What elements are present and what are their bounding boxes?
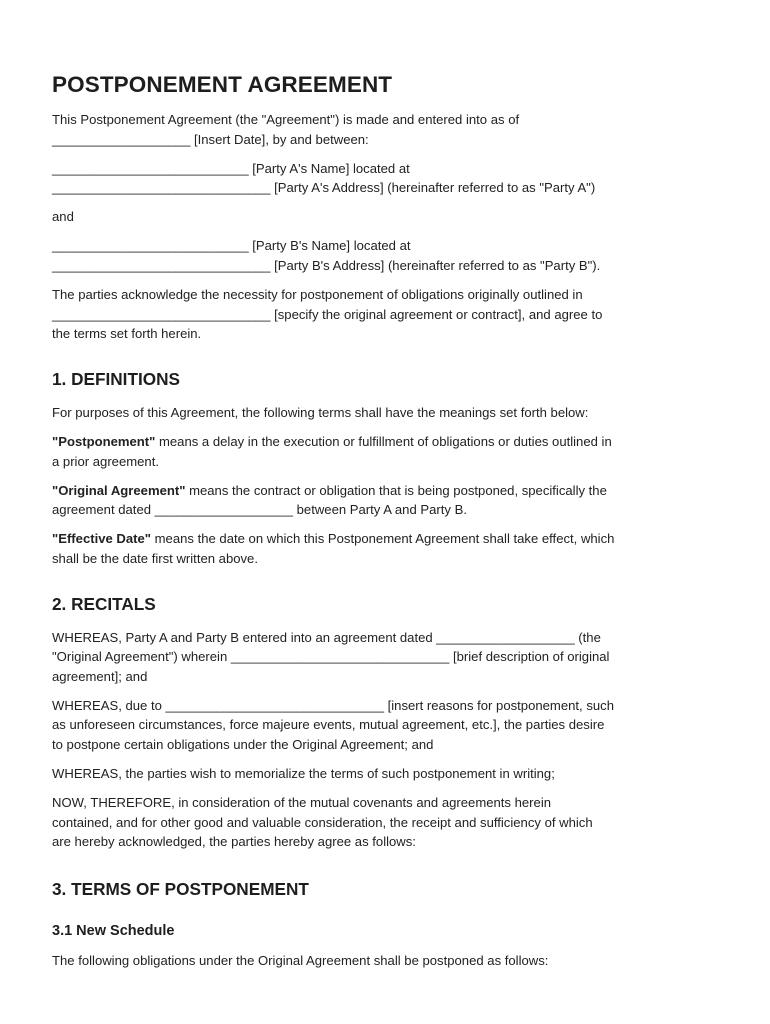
party-a-paragraph bbox=[52, 159, 724, 198]
new-schedule-intro: The following obligations under the Original Agreement shall be postponed as follows: bbox=[52, 953, 549, 969]
whereas-2 bbox=[52, 696, 724, 755]
acknowledge-line-2: ______________________________ [specify the original agreement or contract], and agree to bbox=[52, 306, 603, 322]
definition-text-original-agreement-line-1: means the contract or obligation that is being postponed, specifically the bbox=[185, 482, 607, 498]
whereas-1-line-2: "Original Agreement") wherein ______________________________ [brief description of original bbox=[52, 649, 610, 665]
definition-text-postponement-line-1: means a delay in the execution or fulfillment of obligations or duties outlined in bbox=[155, 434, 612, 450]
definition-text-postponement-line-2: a prior agreement. bbox=[52, 453, 159, 469]
definitions-intro: For purposes of this Agreement, the following terms shall have the meanings set forth below: bbox=[52, 404, 589, 420]
definitions-section bbox=[52, 369, 724, 569]
document-title: POSTPONEMENT AGREEMENT bbox=[52, 72, 393, 97]
whereas-1-line-3: agreement]; and bbox=[52, 668, 148, 684]
acknowledge-line-1: The parties acknowledge the necessity for postponement of obligations originally outlined in bbox=[52, 287, 583, 303]
whereas-1 bbox=[52, 628, 724, 687]
definition-effective-date bbox=[52, 529, 724, 568]
definition-original-agreement bbox=[52, 481, 724, 520]
intro-paragraph bbox=[52, 110, 724, 149]
now-therefore-line-2: contained, and for other good and valuable consideration, the receipt and sufficiency of which bbox=[52, 814, 593, 830]
recitals-heading: 2. RECITALS bbox=[52, 593, 156, 614]
whereas-1-line-1: WHEREAS, Party A and Party B entered into an agreement dated ___________________ (the bbox=[52, 629, 601, 645]
party-a-line-1: ___________________________ [Party A's Name] located at bbox=[52, 160, 410, 176]
definition-postponement bbox=[52, 432, 724, 471]
definition-text-effective-date-line-1: means the date on which this Postponement Agreement shall take effect, which bbox=[151, 531, 615, 547]
whereas-2-line-3: to postpone certain obligations under the Original Agreement; and bbox=[52, 737, 434, 753]
intro-line-1: This Postponement Agreement (the "Agreement") is made and entered into as of bbox=[52, 112, 520, 127]
definition-term-postponement: "Postponement" bbox=[52, 434, 156, 450]
new-schedule-heading: 3.1 New Schedule bbox=[52, 923, 175, 940]
whereas-2-line-1: WHEREAS, due to ______________________________ [insert reasons for postponement, such bbox=[52, 697, 614, 713]
and-text: and bbox=[52, 209, 74, 225]
party-b-line-2: ______________________________ [Party B's Address] (hereinafter referred to as "Party B"). bbox=[52, 258, 601, 274]
terms-section bbox=[52, 879, 724, 971]
party-b-line-1: ___________________________ [Party B's Name] located at bbox=[52, 238, 411, 254]
definitions-heading: 1. DEFINITIONS bbox=[52, 368, 180, 389]
new-schedule-subsection bbox=[52, 923, 724, 971]
intro-line-2: ___________________ [Insert Date], by and between: bbox=[52, 131, 369, 147]
terms-heading: 3. TERMS OF POSTPONEMENT bbox=[52, 879, 309, 900]
whereas-3: WHEREAS, the parties wish to memorialize the terms of such postponement in writing; bbox=[52, 766, 555, 782]
party-a-line-2: ______________________________ [Party A's Address] (hereinafter referred to as "Party A") bbox=[52, 180, 596, 196]
party-b-paragraph bbox=[52, 236, 724, 275]
definition-text-original-agreement-line-2: agreement dated ___________________ between Party A and Party B. bbox=[52, 502, 467, 518]
definition-text-effective-date-line-2: shall be the date first written above. bbox=[52, 551, 258, 566]
now-therefore-line-3: are hereby acknowledged, the parties hereby agree as follows: bbox=[52, 834, 416, 850]
now-therefore bbox=[52, 793, 724, 852]
recitals-section bbox=[52, 594, 724, 852]
whereas-2-line-2: as unforeseen circumstances, force majeure events, mutual agreement, etc.], the parties desire bbox=[52, 717, 605, 733]
now-therefore-line-1: NOW, THEREFORE, in consideration of the mutual covenants and agreements herein bbox=[52, 795, 552, 811]
acknowledge-line-3: the terms set forth herein. bbox=[52, 326, 202, 342]
acknowledge-paragraph bbox=[52, 285, 724, 344]
definition-term-effective-date: "Effective Date" bbox=[52, 531, 152, 547]
definition-term-original-agreement: "Original Agreement" bbox=[52, 482, 186, 498]
document-page bbox=[52, 72, 724, 980]
